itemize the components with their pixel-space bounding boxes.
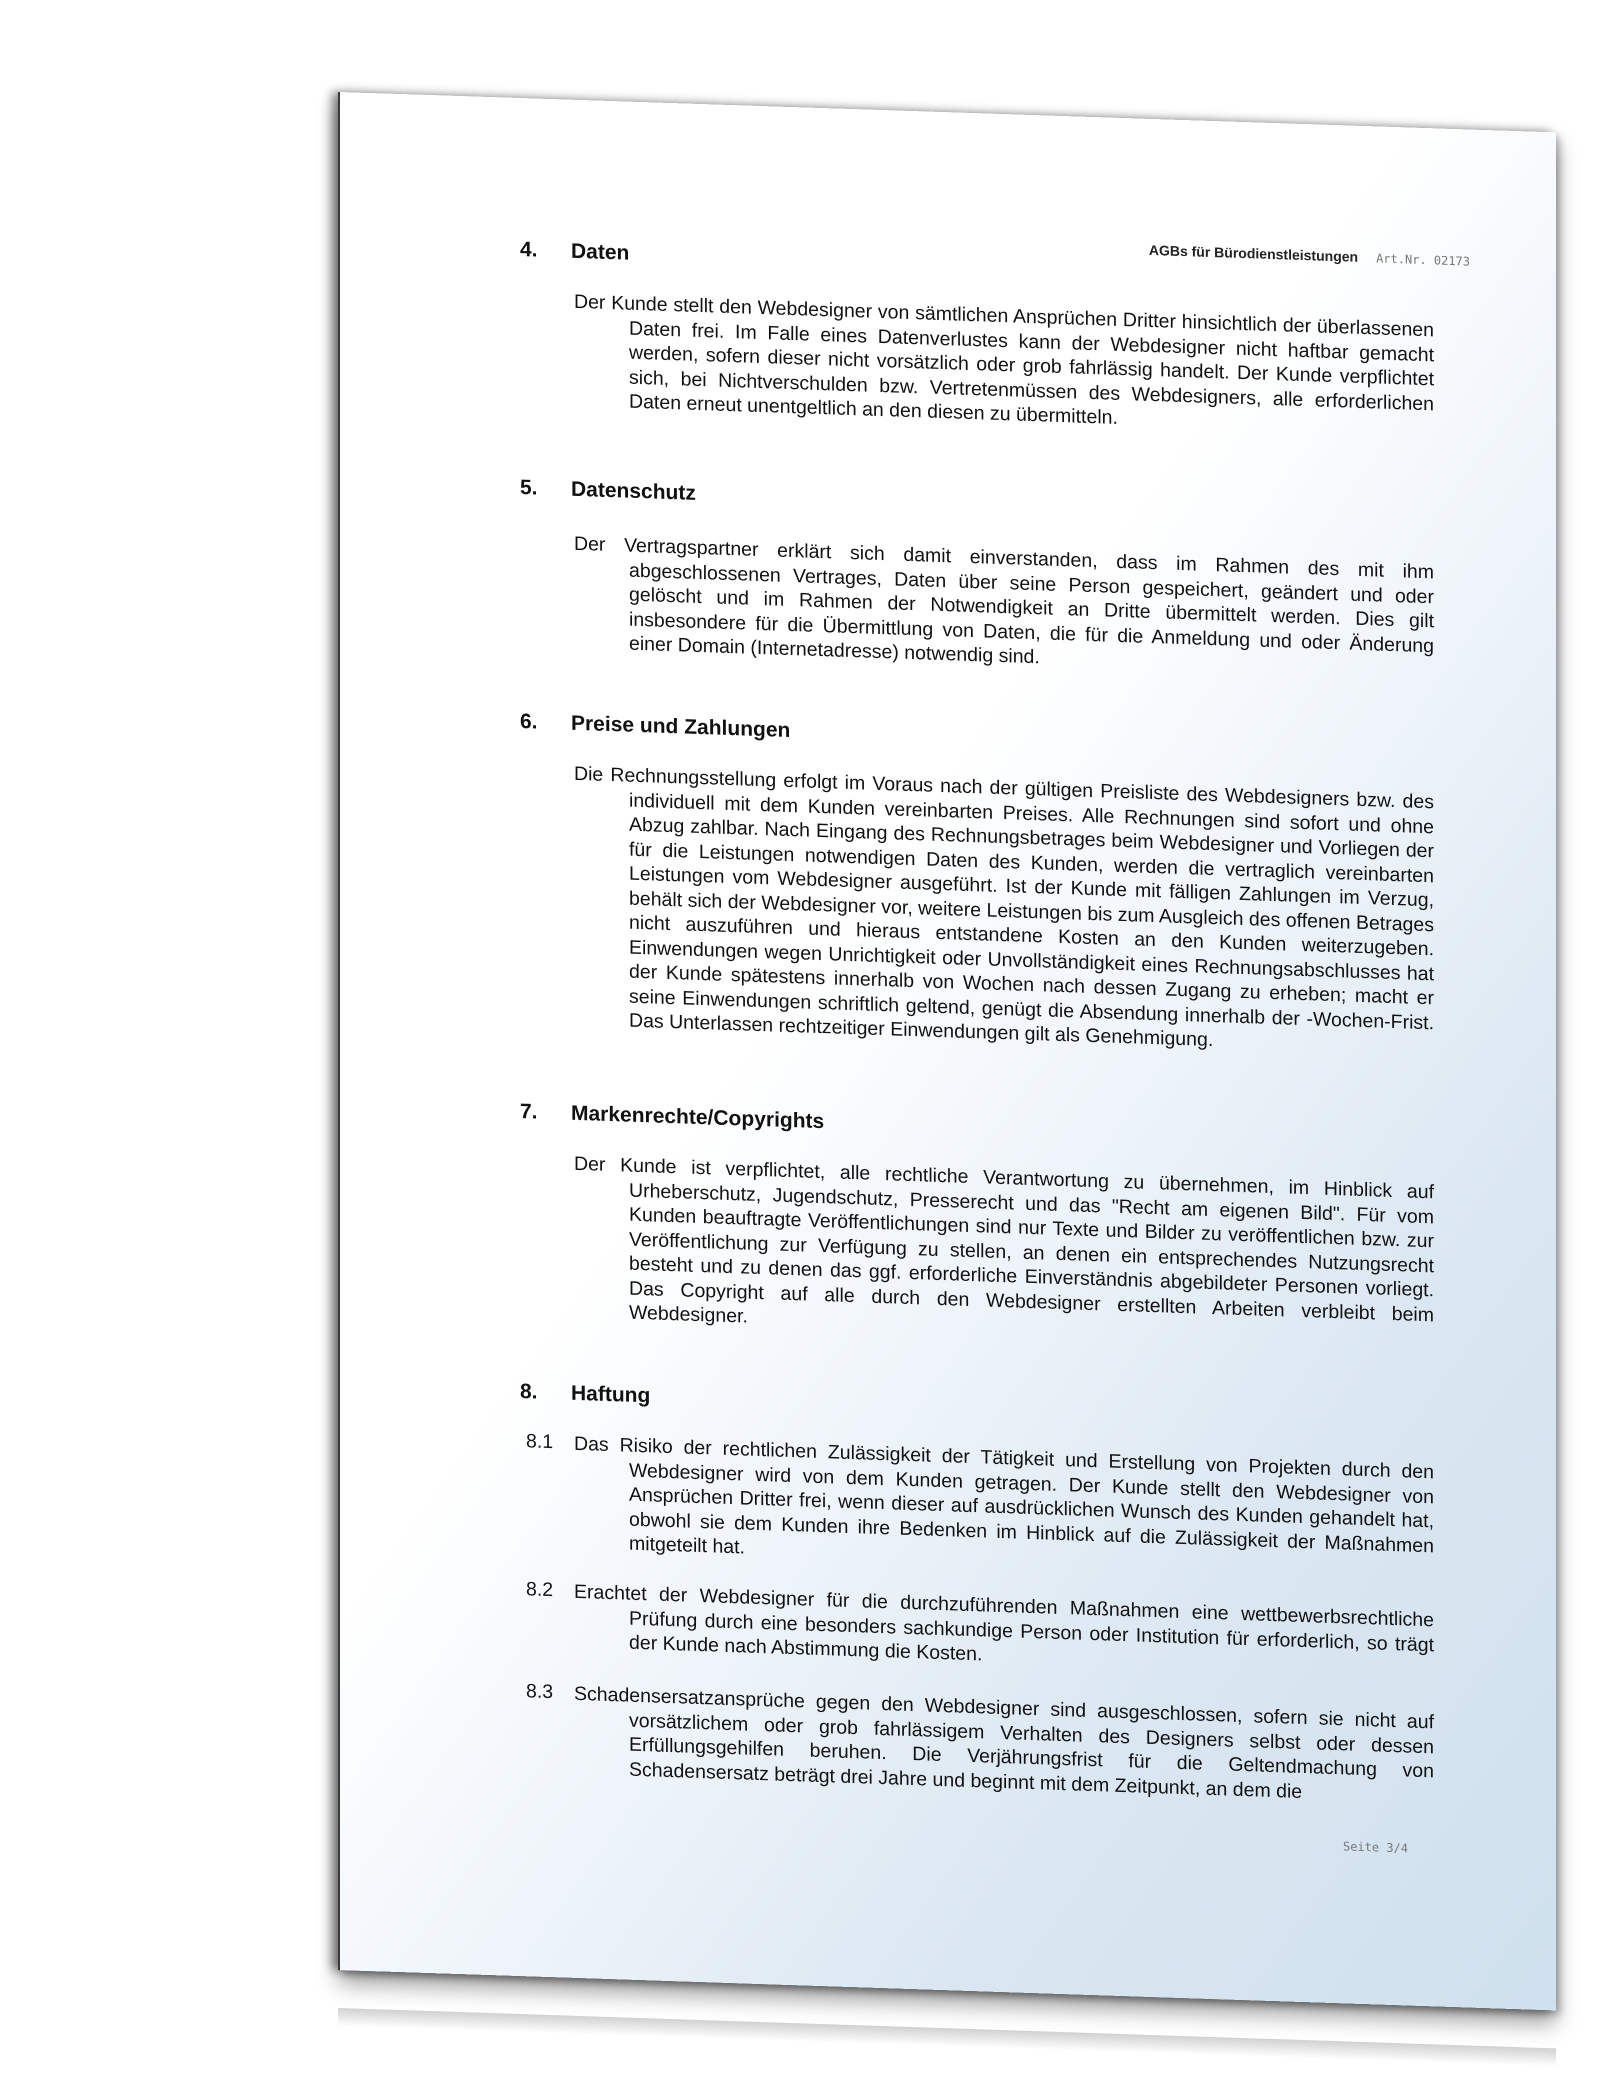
subsection-8-1 bbox=[526, 1430, 1434, 1559]
section-title: Daten bbox=[571, 239, 630, 265]
section-number: 8. bbox=[520, 1380, 538, 1404]
section-datenschutz bbox=[340, 470, 1556, 669]
subsection-number: 8.3 bbox=[526, 1680, 554, 1704]
section-number: 7. bbox=[520, 1100, 538, 1124]
section-number: 4. bbox=[520, 238, 538, 262]
subsection-text: Das Risiko der rechtlichen Zulässigkeit der Tätigkeit und Erstellung von Projekten durch den Webdesigner wird von dem Kunden getragen. Der Kunde stellt den Webdesigner von Ansprüchen Dritter frei, wenn dieser auf ausdrücklichen Wunsch des Kunden gehandelt hat, obwohl sie dem Kunden ihre Bedenken im Hinblick auf die Zulässigkeit der Maßnahmen mitgeteilt hat. bbox=[574, 1432, 1434, 1559]
section-text: Die Rechnungsstellung erfolgt im Voraus nach der gültigen Preisliste des Webdesigners bzw. des individuell mit dem Kunden vereinbarten Preises. Alle Rechnungen sind sofort und ohne Abzug zahlbar. Nach Eingang des Rechnungsbetrages beim Webdesigner und Vorliegen der für die Leistungen notwendigen Daten des Kunden, werden die vertraglich vereinbarten Leistungen vom Webdesigner ausgeführt. Ist der Kunde mit fälligen Zahlungen im Verzug, behält sich der Webdesigner vor, weitere Leistungen bis zum Ausgleich des offenen Betrages nicht auszuführen und hieraus entstandene Kosten an den Kunden weiterzugeben. Einwendungen wegen Unrichtigkeit oder Unvollständigkeit eines Rechnungsabschlusses hat der Kunde spätestens innerhalb von Wochen nach dessen Zugang zu erheben; macht er seine Einwendungen schriftlich geltend, genügt die Absendung innerhalb der -Wochen-Frist. Das Unterlassen rechtzeitiger Einwendungen gilt als Genehmigung. bbox=[574, 762, 1434, 1052]
subsection-8-3 bbox=[526, 1680, 1434, 1803]
page-number: Seite 3/4 bbox=[1342, 1839, 1408, 1856]
subsection-text: Schadensersatzansprüche gegen den Webdesigner sind ausgeschlossen, sofern sie nicht auf vorsätzlichem oder grob fahrlässigem Verhalten des Designers selbst oder dessen Erfüllungsgehilfen beruhen. Die Verjährungsfrist für die Geltendmachung von Schadensersatz beträgt drei Jahre und beginnt mit dem Zeitpunkt, an dem die bbox=[574, 1682, 1434, 1803]
page-header bbox=[1149, 242, 1470, 269]
section-title: Markenrechte/Copyrights bbox=[571, 1101, 825, 1134]
section-text: Der Vertragspartner erklärt sich damit einverstanden, dass im Rahmen des mit ihm abgeschlossenen Vertrages, Daten über seine Person gespeichert, geändert und oder gelöscht und im Rahmen der Notwendigkeit an Dritte übermittelt werden. Dies gilt insbesondere für die Übermittlung von Daten, die für die Anmeldung und oder Änderung einer Domain (Internetadresse) notwendig sind. bbox=[574, 532, 1434, 669]
section-title: Haftung bbox=[571, 1381, 651, 1408]
section-markenrechte bbox=[340, 1094, 1556, 1328]
subsection-number: 8.1 bbox=[526, 1430, 554, 1454]
page-shadow bbox=[338, 2008, 1556, 2066]
section-number: 5. bbox=[520, 476, 538, 500]
section-text: Der Kunde stellt den Webdesigner von sämtlichen Ansprüchen Dritter hinsichtlich der überlassenen Daten frei. Im Falle eines Datenverlustes kann der Webdesigner nicht haftbar gemacht werden, sofern dieser nicht vorsätzlich oder grob fahrlässig handelt. Der Kunde verpflichtet sich, bei Nichtverschulden bzw. Vertretenmüssen des Webdesigners, alle erforderlichen Daten erneut unentgeltlich an den diesen zu übermitteln. bbox=[574, 290, 1434, 429]
section-text: Der Kunde ist verpflichtet, alle rechtliche Verantwortung zu übernehmen, im Hinblick auf Urheberschutz, Jugendschutz, Presserecht und das "Recht am eigenen Bild". Für vom Kunden beauftragte Veröffentlichungen sind nur Texte und Bilder zu veröffentlichen bzw. zur Veröffentlichung zur Verfügung zu stellen, an denen ein entsprechendes Nutzungsrecht besteht und zu denen das ggf. erforderliche Einverständnis abgebildeter Personen vorliegt. Das Copyright auf alle durch den Webdesigner erstellten Arbeiten verbleibt beim Webdesigner. bbox=[574, 1152, 1434, 1328]
article-number: Art.Nr. 02173 bbox=[1376, 251, 1470, 269]
document-title: AGBs für Bürodienstleistungen bbox=[1148, 241, 1359, 265]
document-page bbox=[338, 92, 1556, 2010]
section-preise-und-zahlungen bbox=[340, 704, 1556, 1052]
subsection-text: Erachtet der Webdesigner für die durchzuführenden Maßnahmen eine wettbewerbsrechtliche Prüfung durch eine besonders sachkundige Person oder Institution für erforderlich, so trägt der Kunde nach Abstimmung die Kosten. bbox=[574, 1580, 1434, 1666]
subsection-8-2 bbox=[526, 1578, 1434, 1666]
subsection-number: 8.2 bbox=[526, 1578, 554, 1602]
section-number: 6. bbox=[520, 710, 538, 734]
section-title: Preise und Zahlungen bbox=[571, 711, 791, 743]
section-title: Datenschutz bbox=[571, 477, 696, 505]
section-haftung bbox=[340, 1374, 1556, 1803]
